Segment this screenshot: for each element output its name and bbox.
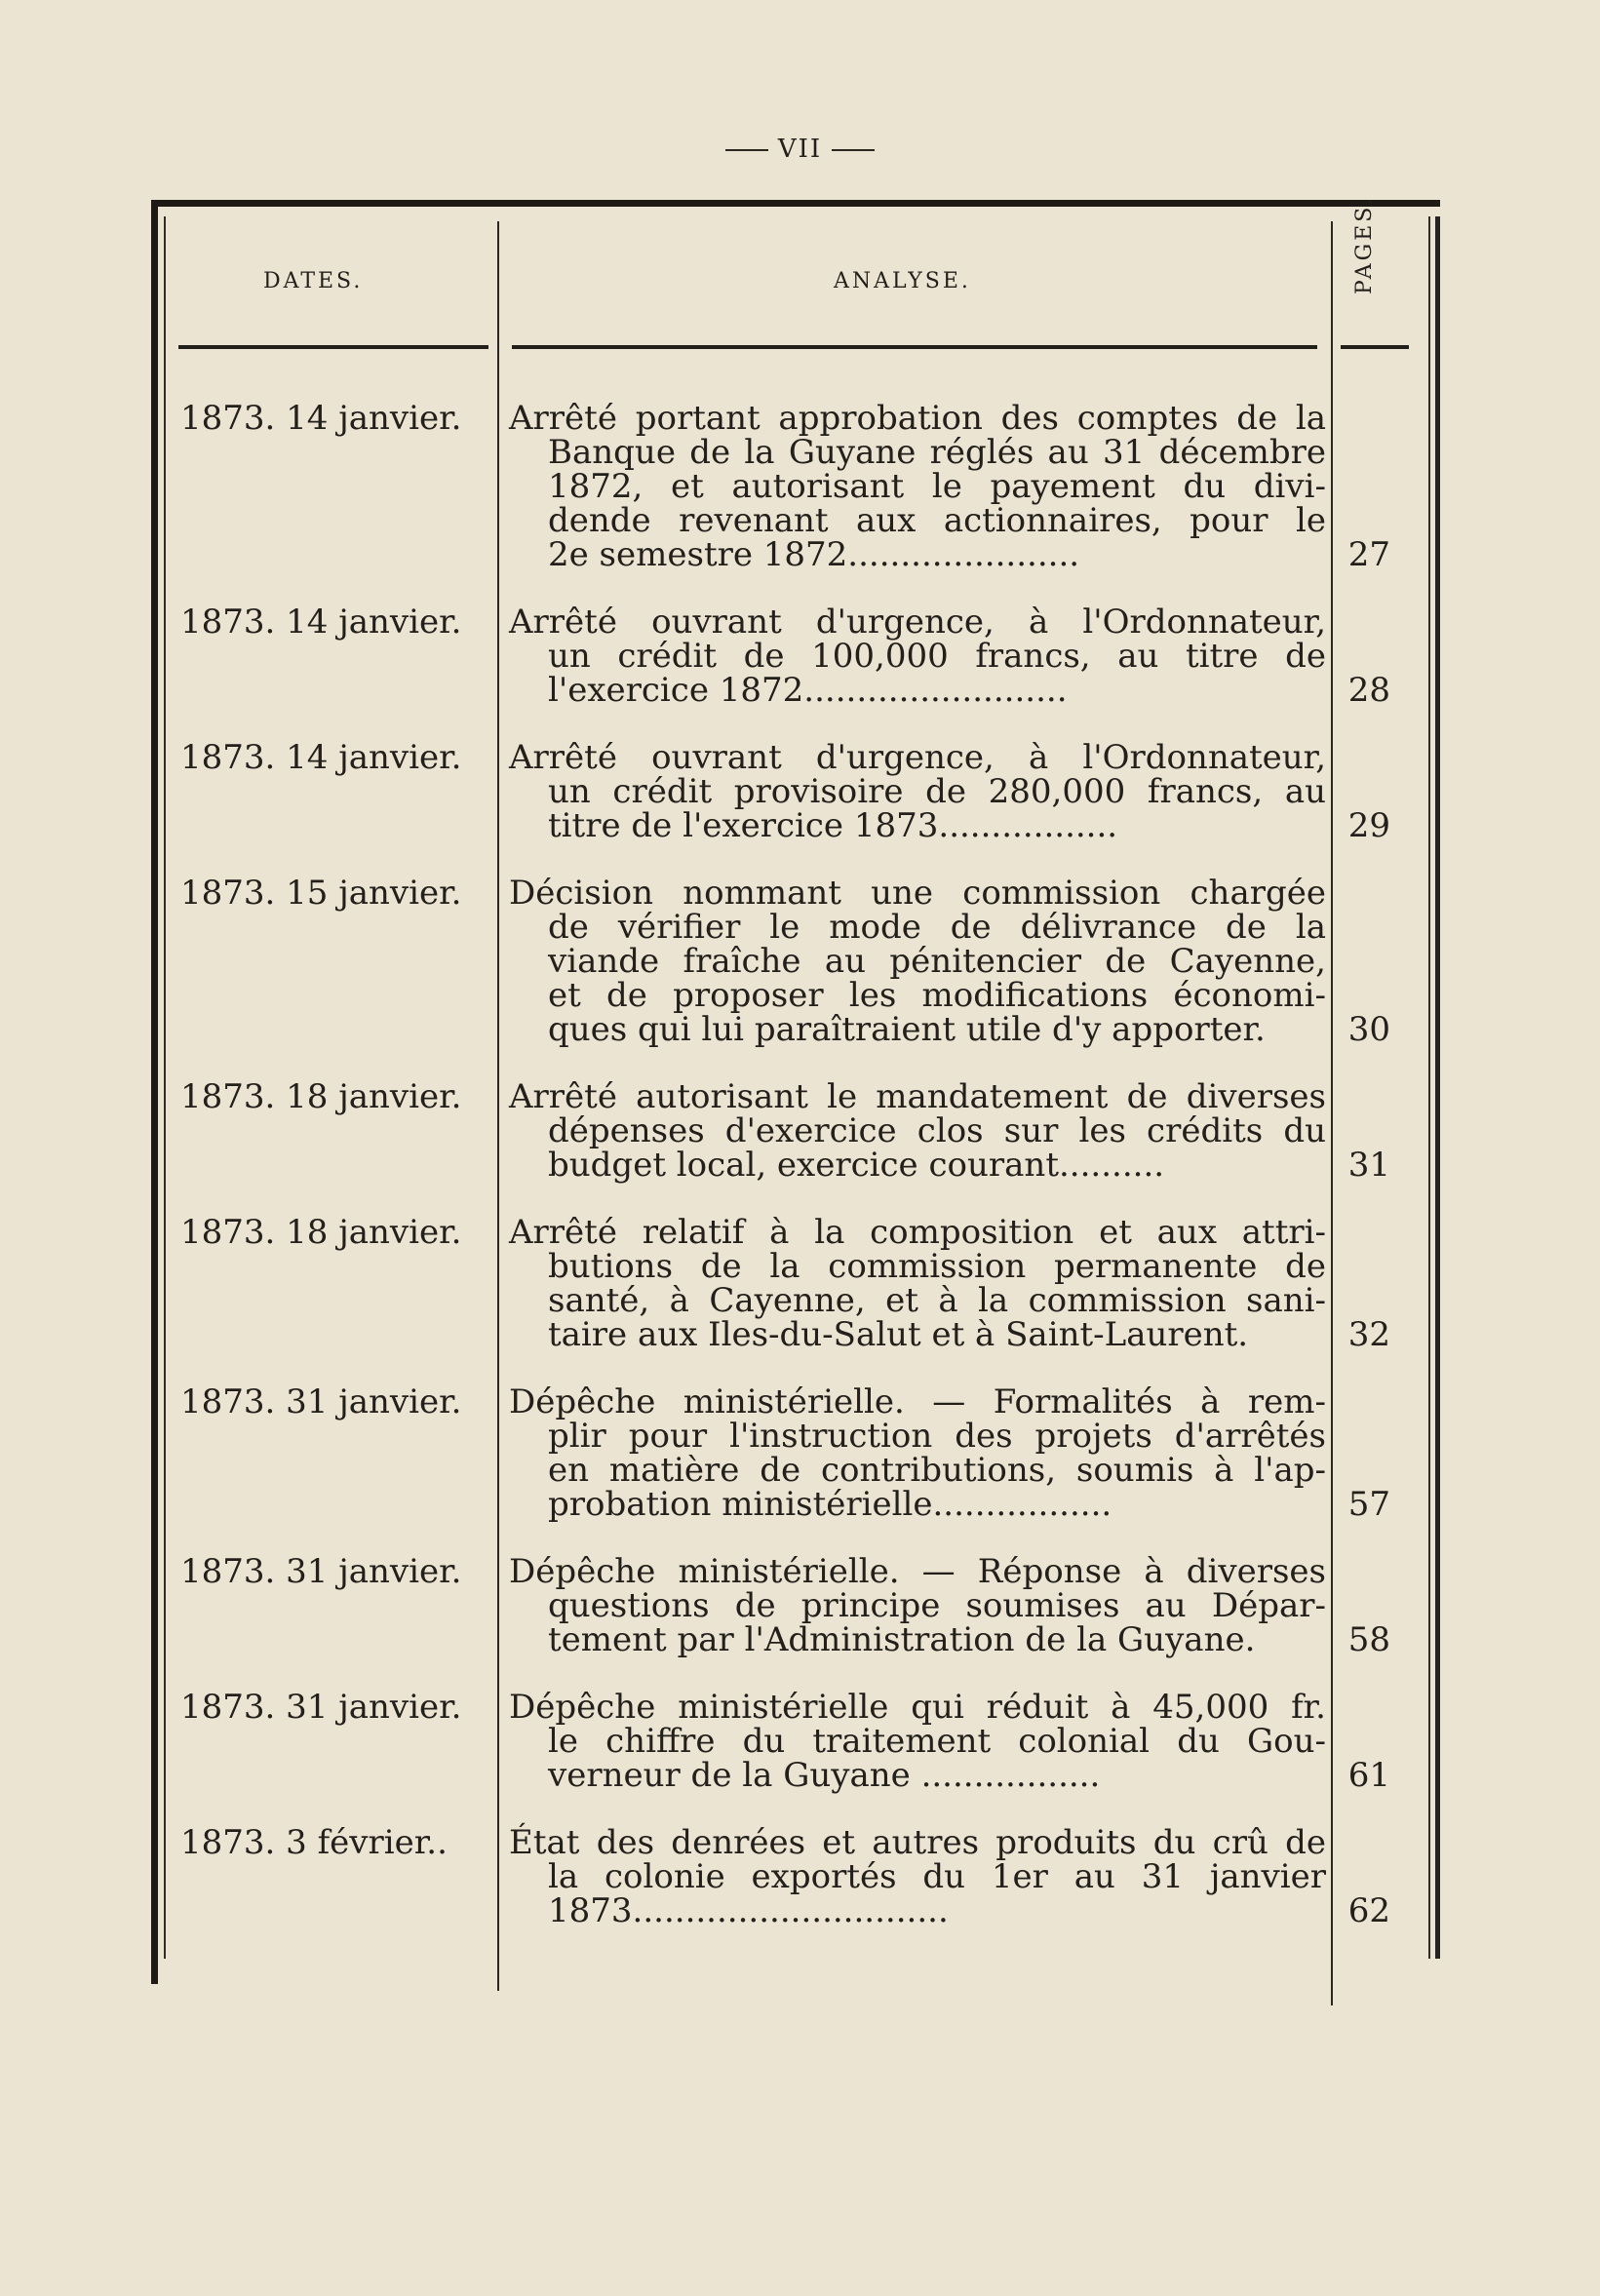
column-header-dates: DATES. [263,269,364,293]
entry-date: 1873. 14 janvier. [180,738,462,777]
analysis-line: budget local, exercice courant.......... [548,1146,1165,1185]
table-row [151,1077,1440,1185]
analysis-line: santé, à Cayenne, et à la commission sani- [548,1281,1326,1320]
entry-date: 1873. 31 janvier. [180,1382,462,1421]
entry-page-number: 31 [1347,1146,1390,1185]
entry-page-number: 30 [1347,1010,1390,1049]
analysis-line: l'exercice 1872......................... [548,671,1068,710]
entry-analysis [497,876,1326,1047]
analysis-line: Décision nommant une commission chargée [509,874,1326,913]
entry-analysis [497,1077,1326,1185]
entry-analysis [497,605,1326,708]
entry-date: 1873. 31 janvier. [180,1688,462,1727]
analysis-line: tement par l'Administration de la Guyane. [548,1620,1256,1659]
table-row [151,605,1440,708]
table-row [151,738,1440,845]
analysis-line: Dépêche ministérielle. — Réponse à diverses [509,1552,1326,1591]
table-body [151,399,1440,1962]
analysis-line: Arrêté ouvrant d'urgence, à l'Ordonnateur, [509,603,1326,642]
analysis-line: titre de l'exercice 1873................. [548,806,1118,845]
entry-date: 1873. 14 janvier. [180,603,462,642]
table-row [151,1552,1440,1659]
analysis-line: État des denrées et autres produits du crû de [509,1823,1326,1862]
header-rule-pages [1341,345,1409,349]
entry-analysis [497,1552,1326,1659]
analysis-line: ques qui lui paraîtraient utile d'y apporter. [548,1010,1266,1049]
analysis-line: butions de la commission permanente de [548,1247,1326,1286]
entry-date: 1873. 18 janvier. [180,1077,462,1116]
analysis-line: Arrêté portant approbation des comptes de la [509,399,1326,438]
header-rule-analyse [512,345,1317,349]
entry-page-number: 62 [1347,1891,1390,1930]
entry-date: 1873. 31 janvier. [180,1552,462,1591]
entry-analysis [497,1382,1326,1524]
analysis-line: viande fraîche au pénitencier de Cayenne, [548,942,1326,981]
entry-page-number: 28 [1347,671,1390,710]
entry-analysis [497,738,1326,845]
analysis-line: plir pour l'instruction des projets d'arrêtés [548,1417,1326,1456]
table-frame [151,195,1440,1984]
analysis-line: Dépêche ministérielle. — Formalités à rem- [509,1382,1326,1421]
entry-date: 1873. 3 février.. [180,1823,448,1862]
analysis-line: Banque de la Guyane réglés au 31 décembre [548,433,1326,472]
entry-analysis [497,1688,1326,1795]
entry-analysis [497,1213,1326,1354]
entry-date: 1873. 14 janvier. [180,399,462,438]
entry-page-number: 32 [1347,1315,1390,1354]
table-row [151,1213,1440,1354]
entry-date: 1873. 15 janvier. [180,874,462,913]
header-dash-left [725,149,768,151]
column-header-analyse: ANALYSE. [834,269,971,293]
header-dash-right [832,149,875,151]
page-number: VII [777,135,823,164]
analysis-line: Arrêté ouvrant d'urgence, à l'Ordonnateur, [509,738,1326,777]
analysis-line: un crédit provisoire de 280,000 francs, au [548,772,1326,811]
entry-analysis [497,399,1326,574]
table-row [151,876,1440,1047]
table-row [151,1382,1440,1524]
analysis-line: et de proposer les modifications économi- [548,976,1326,1015]
analysis-line: questions de principe soumises au Dépar- [548,1586,1326,1625]
entry-analysis [497,1823,1326,1930]
column-header-pages: PAGES. [1352,195,1377,294]
analysis-line: Dépêche ministérielle qui réduit à 45,000 fr. [509,1688,1326,1727]
entry-page-number: 29 [1347,806,1390,845]
entry-page-number: 57 [1347,1485,1390,1524]
analysis-line: de vérifier le mode de délivrance de la [548,908,1326,947]
entry-page-number: 58 [1347,1620,1390,1659]
entry-page-number: 27 [1347,535,1390,574]
analysis-line: Arrêté relatif à la composition et aux attri- [509,1213,1326,1252]
table-row [151,399,1440,574]
header-rule-dates [178,345,488,349]
entry-page-number: 61 [1347,1756,1390,1795]
analysis-line: taire aux Iles-du-Salut et à Saint-Laurent. [548,1315,1249,1354]
entry-date: 1873. 18 janvier. [180,1213,462,1252]
analysis-line: probation ministérielle................. [548,1485,1112,1524]
analysis-line: verneur de la Guyane ................. [548,1756,1101,1795]
analysis-line: Arrêté autorisant le mandatement de diverses [509,1077,1326,1116]
analysis-line: le chiffre du traitement colonial du Gou- [548,1722,1326,1761]
analysis-line: 1873.............................. [548,1891,949,1930]
analysis-line: 2e semestre 1872...................... [548,535,1080,574]
table-row [151,1823,1440,1930]
analysis-line: dépenses d'exercice clos sur les crédits du [548,1111,1326,1150]
analysis-line: la colonie exportés du 1er au 31 janvier [548,1857,1326,1896]
analysis-line: en matière de contributions, soumis à l'ap- [548,1451,1326,1490]
analysis-line: un crédit de 100,000 francs, au titre de [548,637,1326,676]
table-row [151,1688,1440,1795]
analysis-line: dende revenant aux actionnaires, pour le [548,501,1326,540]
page-header [0,135,1600,164]
analysis-line: 1872, et autorisant le payement du divi- [548,467,1326,506]
